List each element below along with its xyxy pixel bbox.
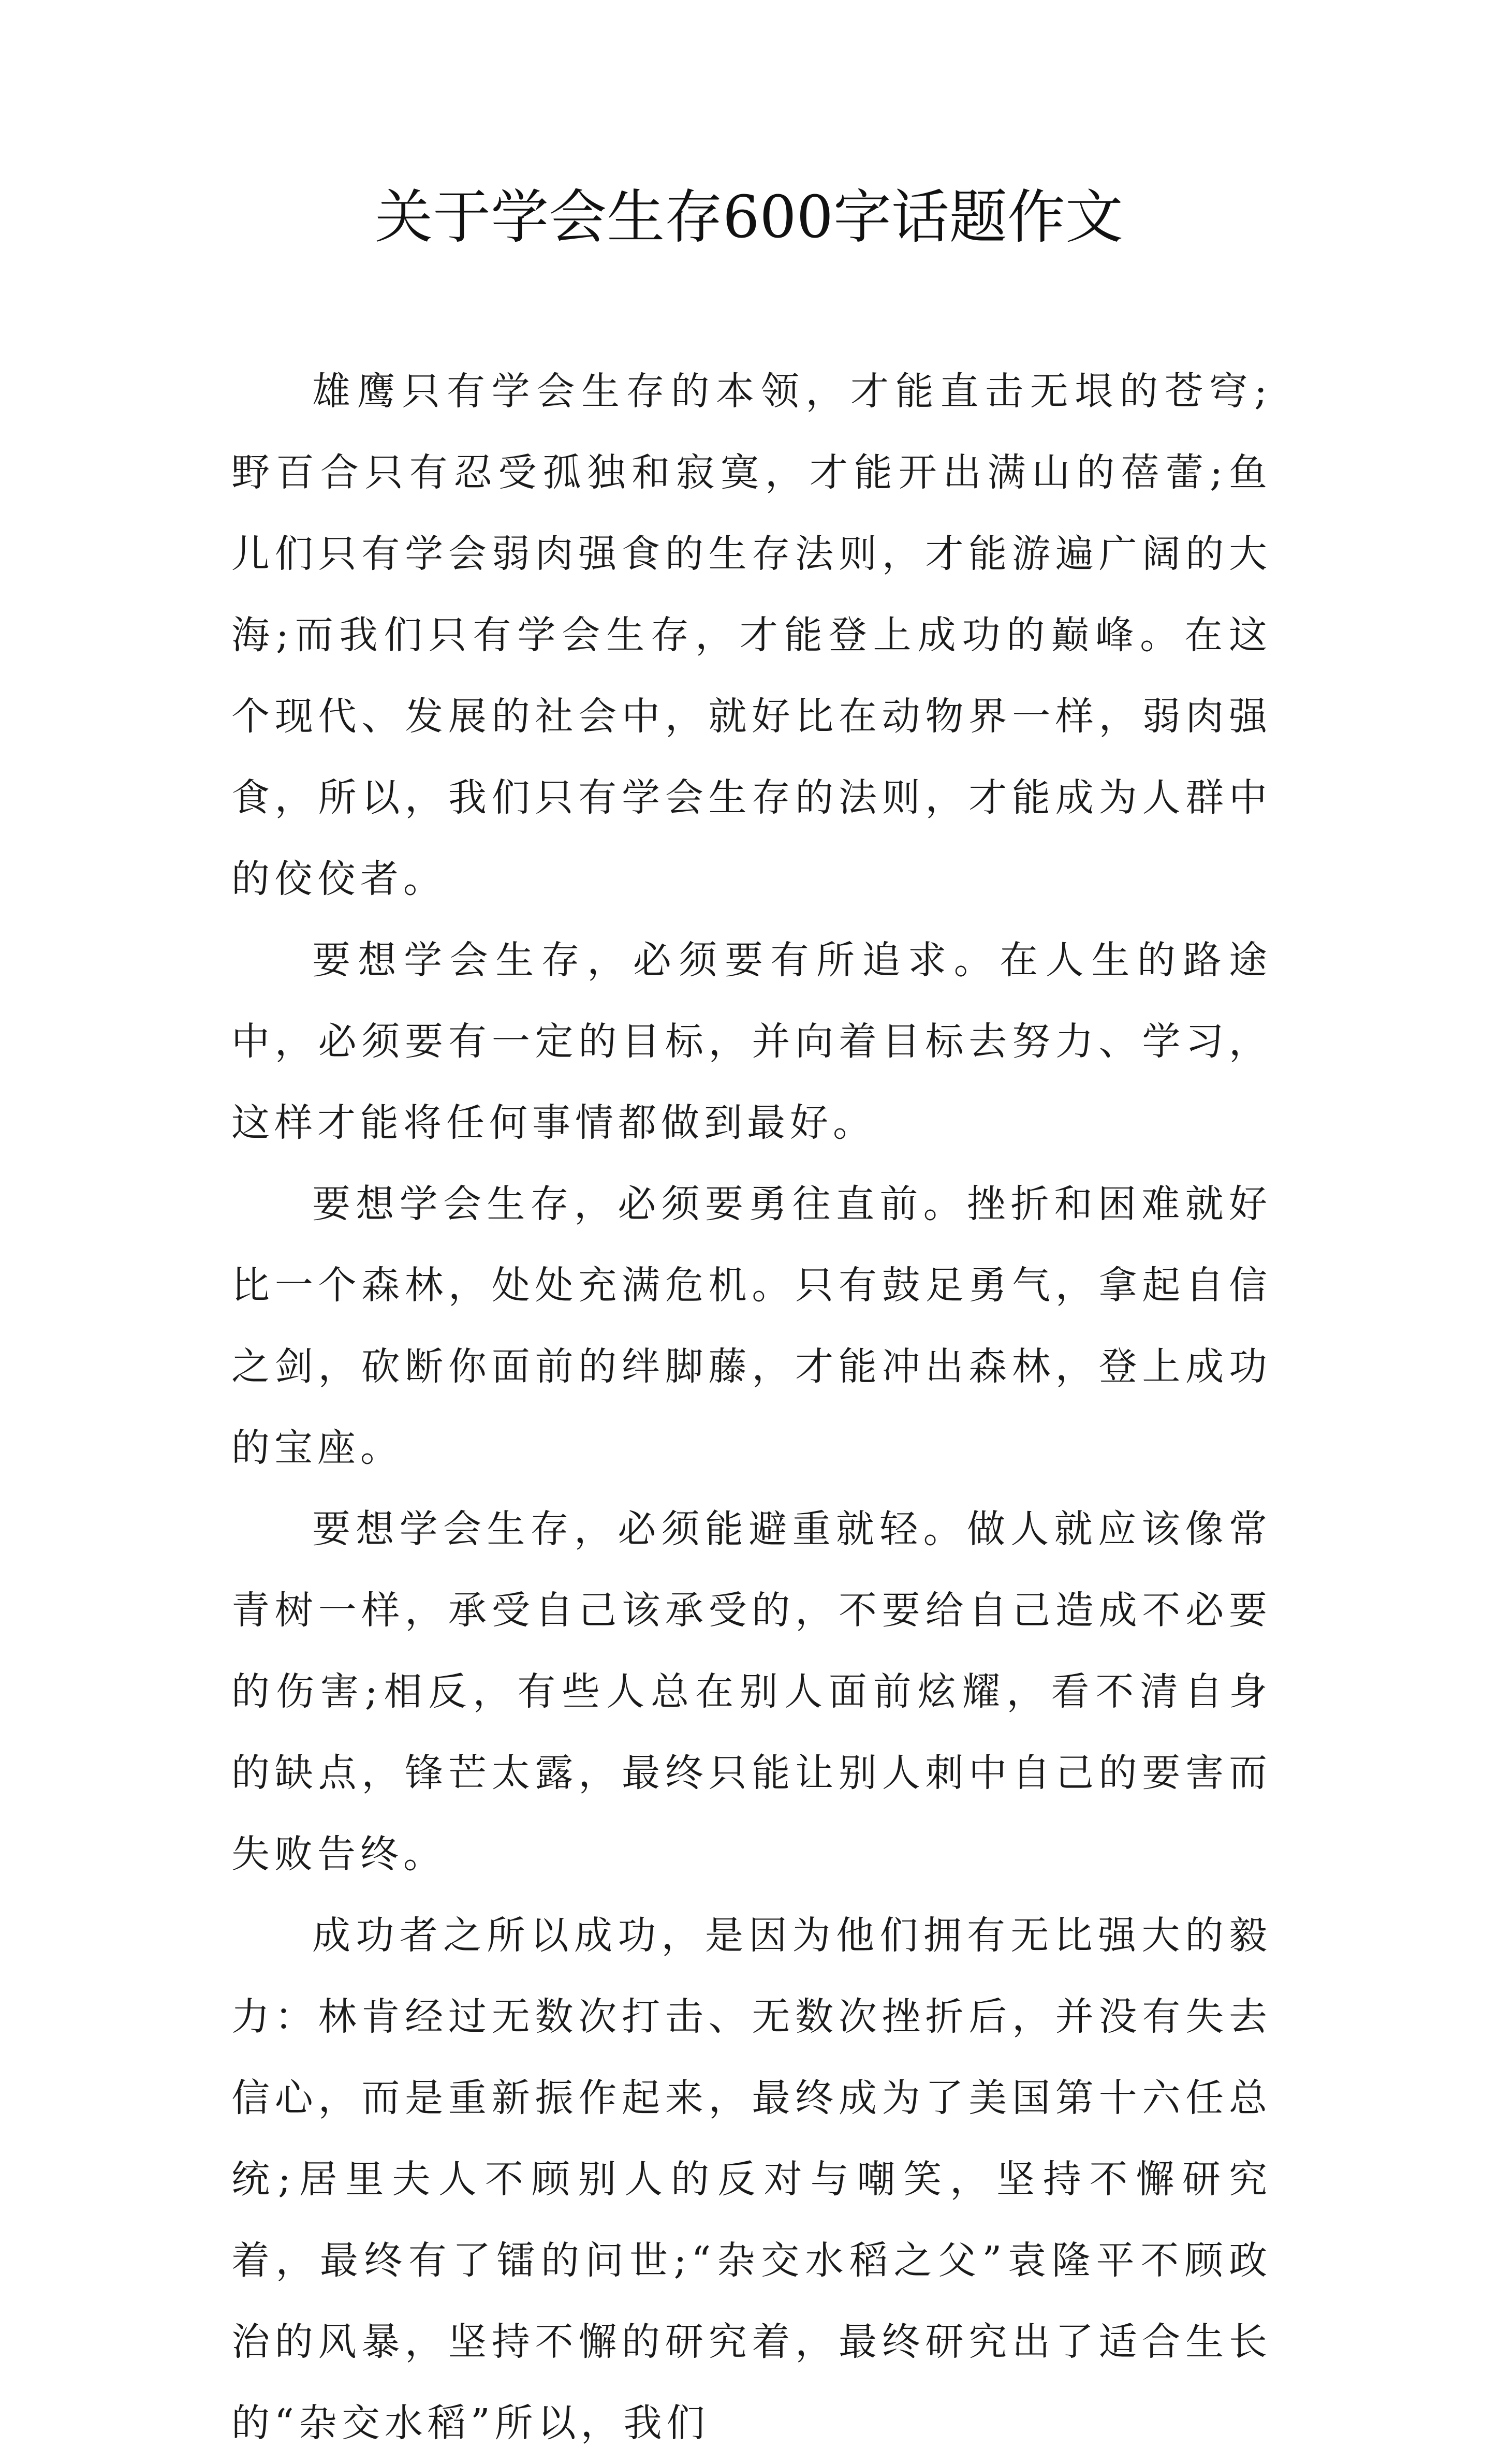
paragraph: 要想学会生存，必须能避重就轻。做人就应该像常青树一样，承受自己该承受的，不要给自己造成不必要的伤害;相反，有些人总在别人面前炫耀，看不清自身的缺点，锋芒太露，最终只能让别人刺中自己的要害而失败告终。: [231, 1507, 1272, 1876]
paragraph: 要想学会生存，必须要有所追求。在人生的路途中，必须要有一定的目标，并向着目标去努力、学习，这样才能将任何事情都做到最好。: [231, 938, 1272, 1145]
document-title: 关于学会生存600字话题作文: [375, 184, 1123, 251]
document-body: [231, 351, 1272, 2464]
paragraph: 雄鹰只有学会生存的本领，才能直击无垠的苍穹;野百合只有忍受孤独和寂寞，才能开出满山的蓓蕾;鱼儿们只有学会弱肉强食的生存法则，才能游遍广阔的大海;而我们只有学会生存，才能登上成功的巅峰。在这个现代、发展的社会中，就好比在动物界一样，弱肉强食，所以，我们只有学会生存的法则，才能成为人群中的佼佼者。: [231, 369, 1272, 901]
paragraph: 成功者之所以成功，是因为他们拥有无比强大的毅力：林肯经过无数次打击、无数次挫折后，并没有失去信心，而是重新振作起来，最终成为了美国第十六任总统;居里夫人不顾别人的反对与嘲笑，坚持不懈研究着，最终有了镭的问世;“杂交水稻之父”袁隆平不顾政治的风暴，坚持不懈的研究着，最终研究出了适合生长的“杂交水稻”所以，我们: [231, 1913, 1272, 2445]
paragraph: 要想学会生存，必须要勇往直前。挫折和困难就好比一个森林，处处充满危机。只有鼓足勇气，拿起自信之剑，砍断你面前的绊脚藤，才能冲出森林，登上成功的宝座。: [231, 1182, 1272, 1470]
